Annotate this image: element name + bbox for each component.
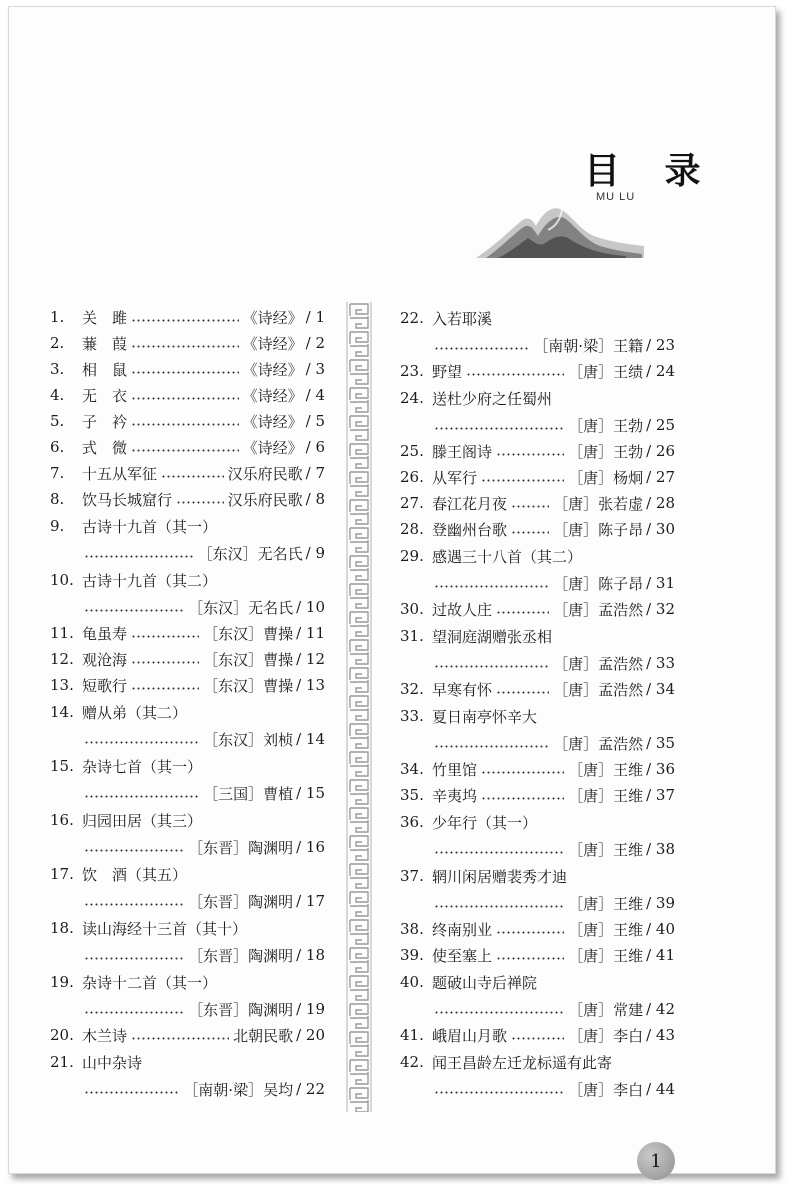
entry-number: 25. — [400, 442, 424, 460]
entry-title: 龟虽寿 — [82, 624, 128, 643]
dot-leader — [131, 397, 239, 400]
toc-entry — [50, 620, 325, 646]
ink-mountain-decoration — [476, 200, 646, 260]
dot-leader — [481, 479, 564, 482]
decorative-column-divider — [344, 302, 374, 1112]
dot-leader — [131, 661, 199, 664]
entry-page: / 36 — [646, 760, 675, 778]
dot-leader — [176, 501, 224, 504]
entry-title: 蒹 葭 — [82, 334, 128, 353]
toc-entry — [400, 782, 675, 808]
entry-author: ［唐］王维 — [568, 946, 644, 965]
entry-page: / 42 — [646, 1000, 675, 1018]
entry-author: 《诗经》 — [242, 360, 303, 379]
entry-number: 32. — [400, 680, 424, 698]
entry-author: 《诗经》 — [242, 386, 303, 405]
entry-title: 赠从弟（其二） — [82, 703, 188, 722]
entry-page: / 27 — [646, 468, 675, 486]
toc-entry — [50, 672, 325, 698]
entry-author: ［唐］王维 — [568, 840, 644, 859]
entry-author: ［唐］王维 — [568, 760, 644, 779]
entry-number: 11. — [50, 624, 74, 642]
dot-leader — [434, 585, 549, 588]
dot-leader — [481, 771, 564, 774]
dot-leader — [496, 453, 564, 456]
entry-number: 19. — [50, 973, 74, 991]
toc-entry — [50, 382, 325, 408]
dot-leader — [434, 1091, 564, 1094]
toc-entry — [50, 566, 325, 620]
toc-entry — [400, 358, 675, 384]
entry-title: 杂诗七首（其一） — [82, 757, 203, 776]
entry-author: ［唐］常建 — [568, 1000, 644, 1019]
entry-title: 关 雎 — [82, 308, 128, 327]
entry-page: / 3 — [305, 360, 325, 378]
entry-page: / 9 — [305, 544, 325, 562]
dot-leader — [131, 371, 239, 374]
entry-number: 16. — [50, 811, 74, 829]
entry-number: 26. — [400, 468, 424, 486]
entry-author: ［东汉］无名氏 — [197, 544, 303, 563]
entry-page: / 32 — [646, 600, 675, 618]
entry-title: 式 微 — [82, 438, 128, 457]
entry-page: / 11 — [296, 624, 325, 642]
toc-entry — [50, 806, 325, 860]
entry-title: 读山海经十三首（其十） — [82, 919, 248, 938]
entry-title: 观沧海 — [82, 650, 128, 669]
dot-leader — [84, 795, 199, 798]
entry-page: / 17 — [296, 892, 325, 910]
dot-leader — [131, 449, 239, 452]
entry-page: / 4 — [305, 386, 325, 404]
toc-entry — [400, 542, 675, 596]
entry-title: 野望 — [432, 362, 463, 381]
entry-author: ［唐］张若虚 — [553, 494, 644, 513]
toc-entry — [50, 752, 325, 806]
dot-leader — [84, 903, 184, 906]
toc-entry — [50, 646, 325, 672]
entry-number: 34. — [400, 760, 424, 778]
entry-title: 题破山寺后禅院 — [432, 973, 538, 992]
entry-number: 35. — [400, 786, 424, 804]
toc-entry — [400, 1022, 675, 1048]
entry-author: 汉乐府民歌 — [227, 464, 303, 483]
toc-entry — [50, 486, 325, 512]
entry-number: 5. — [50, 412, 65, 430]
toc-entry — [400, 622, 675, 676]
entry-title: 相 鼠 — [82, 360, 128, 379]
entry-title: 辛夷坞 — [432, 786, 478, 805]
toc-entry — [400, 596, 675, 622]
page-title: 目 录 — [584, 150, 717, 192]
entry-page: / 7 — [305, 464, 325, 482]
dot-leader — [84, 849, 184, 852]
entry-number: 9. — [50, 517, 65, 535]
entry-page: / 6 — [305, 438, 325, 456]
dot-leader — [434, 745, 549, 748]
entry-number: 41. — [400, 1026, 424, 1044]
entry-page: / 15 — [296, 784, 325, 802]
toc-entry — [400, 808, 675, 862]
toc-left-column — [50, 304, 325, 1102]
entry-title: 饮马长城窟行 — [82, 490, 173, 509]
entry-title: 归园田居（其三） — [82, 811, 203, 830]
dot-leader — [131, 635, 199, 638]
toc-entry — [400, 438, 675, 464]
toc-entry — [50, 408, 325, 434]
dot-leader — [131, 1037, 229, 1040]
entry-author: ［唐］王勃 — [568, 442, 644, 461]
toc-entry — [50, 698, 325, 752]
entry-number: 37. — [400, 867, 424, 885]
entry-author: ［东晋］陶渊明 — [188, 892, 294, 911]
entry-number: 1. — [50, 308, 65, 326]
entry-number: 31. — [400, 627, 424, 645]
toc-entry — [400, 702, 675, 756]
entry-number: 8. — [50, 490, 65, 508]
entry-author: 《诗经》 — [242, 308, 303, 327]
entry-page: / 10 — [296, 598, 325, 616]
entry-number: 13. — [50, 676, 74, 694]
entry-page: / 19 — [296, 1000, 325, 1018]
entry-title: 辋川闲居赠裴秀才迪 — [432, 867, 568, 886]
entry-author: ［唐］陈子昂 — [553, 574, 644, 593]
entry-author: ［东汉］无名氏 — [188, 598, 294, 617]
entry-page: / 40 — [646, 920, 675, 938]
entry-page: / 35 — [646, 734, 675, 752]
entry-page: / 24 — [646, 362, 675, 380]
entry-number: 38. — [400, 920, 424, 938]
dot-leader — [434, 905, 564, 908]
entry-title: 闻王昌龄左迁龙标遥有此寄 — [432, 1053, 613, 1072]
toc-entry — [50, 1022, 325, 1048]
entry-number: 39. — [400, 946, 424, 964]
entry-author: 《诗经》 — [242, 438, 303, 457]
entry-title: 终南别业 — [432, 920, 493, 939]
entry-page: / 18 — [296, 946, 325, 964]
entry-author: ［唐］杨炯 — [568, 468, 644, 487]
entry-page: / 22 — [296, 1080, 325, 1098]
entry-title: 春江花月夜 — [432, 494, 508, 513]
page-subtitle: MU LU — [596, 191, 636, 203]
entry-number: 36. — [400, 813, 424, 831]
entry-author: 《诗经》 — [242, 334, 303, 353]
entry-author: ［唐］孟浩然 — [553, 680, 644, 699]
toc-entry — [400, 490, 675, 516]
entry-page: / 16 — [296, 838, 325, 856]
entry-author: ［唐］孟浩然 — [553, 734, 644, 753]
entry-author: ［唐］王绩 — [568, 362, 644, 381]
dot-leader — [131, 423, 239, 426]
entry-title: 十五从军征 — [82, 464, 158, 483]
entry-title: 望洞庭湖赠张丞相 — [432, 627, 553, 646]
entry-page: / 23 — [646, 336, 675, 354]
entry-page: / 2 — [305, 334, 325, 352]
entry-title: 木兰诗 — [82, 1026, 128, 1045]
entry-author: ［南朝·梁］吴均 — [183, 1080, 294, 1099]
toc-entry — [50, 968, 325, 1022]
toc-entry — [400, 916, 675, 942]
entry-number: 24. — [400, 389, 424, 407]
entry-title: 从军行 — [432, 468, 478, 487]
entry-number: 3. — [50, 360, 65, 378]
dot-leader — [434, 427, 564, 430]
toc-entry — [400, 968, 675, 1022]
toc-entry — [50, 304, 325, 330]
entry-title: 过故人庄 — [432, 600, 493, 619]
entry-page: / 38 — [646, 840, 675, 858]
entry-author: ［唐］李白 — [568, 1026, 644, 1045]
entry-author: 北朝民歌 — [233, 1026, 294, 1045]
toc-entry — [50, 434, 325, 460]
entry-number: 17. — [50, 865, 74, 883]
dot-leader — [434, 851, 564, 854]
entry-number: 4. — [50, 386, 65, 404]
toc-entry — [50, 330, 325, 356]
entry-number: 23. — [400, 362, 424, 380]
toc-entry — [50, 860, 325, 914]
entry-title: 古诗十九首（其二） — [82, 571, 218, 590]
entry-title: 杂诗十二首（其一） — [82, 973, 218, 992]
entry-title: 送杜少府之任蜀州 — [432, 389, 553, 408]
entry-page: / 39 — [646, 894, 675, 912]
entry-title: 山中杂诗 — [82, 1053, 143, 1072]
toc-entry — [400, 1048, 675, 1102]
entry-author: 汉乐府民歌 — [227, 490, 303, 509]
entry-title: 少年行（其一） — [432, 813, 538, 832]
entry-number: 20. — [50, 1026, 74, 1044]
page-number-badge: 1 — [637, 1142, 675, 1180]
entry-page: / 34 — [646, 680, 675, 698]
toc-entry — [400, 304, 675, 358]
dot-leader — [511, 1037, 564, 1040]
entry-number: 7. — [50, 464, 65, 482]
dot-leader — [84, 1091, 179, 1094]
toc-right-column — [400, 304, 675, 1102]
dot-leader — [84, 609, 184, 612]
entry-author: 《诗经》 — [242, 412, 303, 431]
entry-title: 饮 酒（其五） — [82, 865, 188, 884]
toc-entry — [400, 464, 675, 490]
dot-leader — [131, 345, 239, 348]
entry-author: ［南朝·梁］王籍 — [533, 336, 644, 355]
entry-title: 夏日南亭怀辛大 — [432, 707, 538, 726]
dot-leader — [84, 741, 199, 744]
dot-leader — [466, 373, 564, 376]
entry-page: / 33 — [646, 654, 675, 672]
dot-leader — [496, 931, 564, 934]
entry-author: ［东汉］曹操 — [203, 624, 294, 643]
entry-title: 子 衿 — [82, 412, 128, 431]
entry-author: ［唐］王维 — [568, 920, 644, 939]
entry-page: / 31 — [646, 574, 675, 592]
dot-leader — [496, 691, 549, 694]
entry-page: / 25 — [646, 416, 675, 434]
dot-leader — [131, 687, 199, 690]
dot-leader — [84, 1011, 184, 1014]
entry-author: ［唐］孟浩然 — [553, 600, 644, 619]
entry-title: 使至塞上 — [432, 946, 493, 965]
entry-number: 42. — [400, 1053, 424, 1071]
toc-entry — [50, 1048, 325, 1102]
entry-author: ［东汉］刘桢 — [203, 730, 294, 749]
entry-page: / 26 — [646, 442, 675, 460]
entry-page: / 44 — [646, 1080, 675, 1098]
entry-page: / 13 — [296, 676, 325, 694]
entry-number: 40. — [400, 973, 424, 991]
entry-author: ［东晋］陶渊明 — [188, 838, 294, 857]
dot-leader — [131, 319, 239, 322]
entry-number: 6. — [50, 438, 65, 456]
entry-page: / 5 — [305, 412, 325, 430]
dot-leader — [434, 665, 549, 668]
entry-title: 峨眉山月歌 — [432, 1026, 508, 1045]
entry-page: / 37 — [646, 786, 675, 804]
entry-title: 滕王阁诗 — [432, 442, 493, 461]
entry-number: 2. — [50, 334, 65, 352]
entry-number: 14. — [50, 703, 74, 721]
entry-page: / 20 — [296, 1026, 325, 1044]
entry-author: ［三国］曹植 — [203, 784, 294, 803]
toc-entry — [400, 516, 675, 542]
entry-title: 古诗十九首（其一） — [82, 517, 218, 536]
entry-number: 33. — [400, 707, 424, 725]
toc-entry — [400, 756, 675, 782]
entry-page: / 28 — [646, 494, 675, 512]
entry-author: ［唐］孟浩然 — [553, 654, 644, 673]
toc-entry — [400, 676, 675, 702]
toc-entry — [50, 356, 325, 382]
entry-author: ［东汉］曹操 — [203, 650, 294, 669]
entry-number: 22. — [400, 309, 424, 327]
dot-leader — [496, 611, 549, 614]
toc-entry — [50, 460, 325, 486]
dot-leader — [434, 1011, 564, 1014]
entry-number: 21. — [50, 1053, 74, 1071]
entry-author: ［唐］王勃 — [568, 416, 644, 435]
dot-leader — [84, 957, 184, 960]
dot-leader — [84, 555, 194, 558]
entry-title: 感遇三十八首（其二） — [432, 547, 583, 566]
dot-leader — [481, 797, 564, 800]
entry-number: 30. — [400, 600, 424, 618]
toc-entry — [400, 862, 675, 916]
entry-title: 短歌行 — [82, 676, 128, 695]
entry-number: 18. — [50, 919, 74, 937]
toc-entry — [50, 512, 325, 566]
entry-number: 29. — [400, 547, 424, 565]
entry-author: ［东晋］陶渊明 — [188, 1000, 294, 1019]
entry-number: 28. — [400, 520, 424, 538]
entry-number: 10. — [50, 571, 74, 589]
entry-author: ［东晋］陶渊明 — [188, 946, 294, 965]
entry-page: / 30 — [646, 520, 675, 538]
entry-page: / 12 — [296, 650, 325, 668]
entry-page: / 41 — [646, 946, 675, 964]
dot-leader — [511, 505, 549, 508]
entry-title: 早寒有怀 — [432, 680, 493, 699]
entry-page: / 14 — [296, 730, 325, 748]
entry-title: 无 衣 — [82, 386, 128, 405]
dot-leader — [434, 347, 529, 350]
toc-entry — [400, 384, 675, 438]
entry-author: ［唐］李白 — [568, 1080, 644, 1099]
dot-leader — [511, 531, 549, 534]
entry-author: ［唐］王维 — [568, 786, 644, 805]
toc-entry — [400, 942, 675, 968]
dot-leader — [161, 475, 224, 478]
entry-author: ［东汉］曹操 — [203, 676, 294, 695]
entry-author: ［唐］陈子昂 — [553, 520, 644, 539]
entry-number: 27. — [400, 494, 424, 512]
dot-leader — [496, 957, 564, 960]
entry-title: 竹里馆 — [432, 760, 478, 779]
entry-page: / 8 — [305, 490, 325, 508]
entry-title: 入若耶溪 — [432, 309, 493, 328]
entry-title: 登幽州台歌 — [432, 520, 508, 539]
entry-page: / 1 — [305, 308, 325, 326]
entry-number: 15. — [50, 757, 74, 775]
toc-entry — [50, 914, 325, 968]
entry-page: / 43 — [646, 1026, 675, 1044]
entry-number: 12. — [50, 650, 74, 668]
entry-author: ［唐］王维 — [568, 894, 644, 913]
